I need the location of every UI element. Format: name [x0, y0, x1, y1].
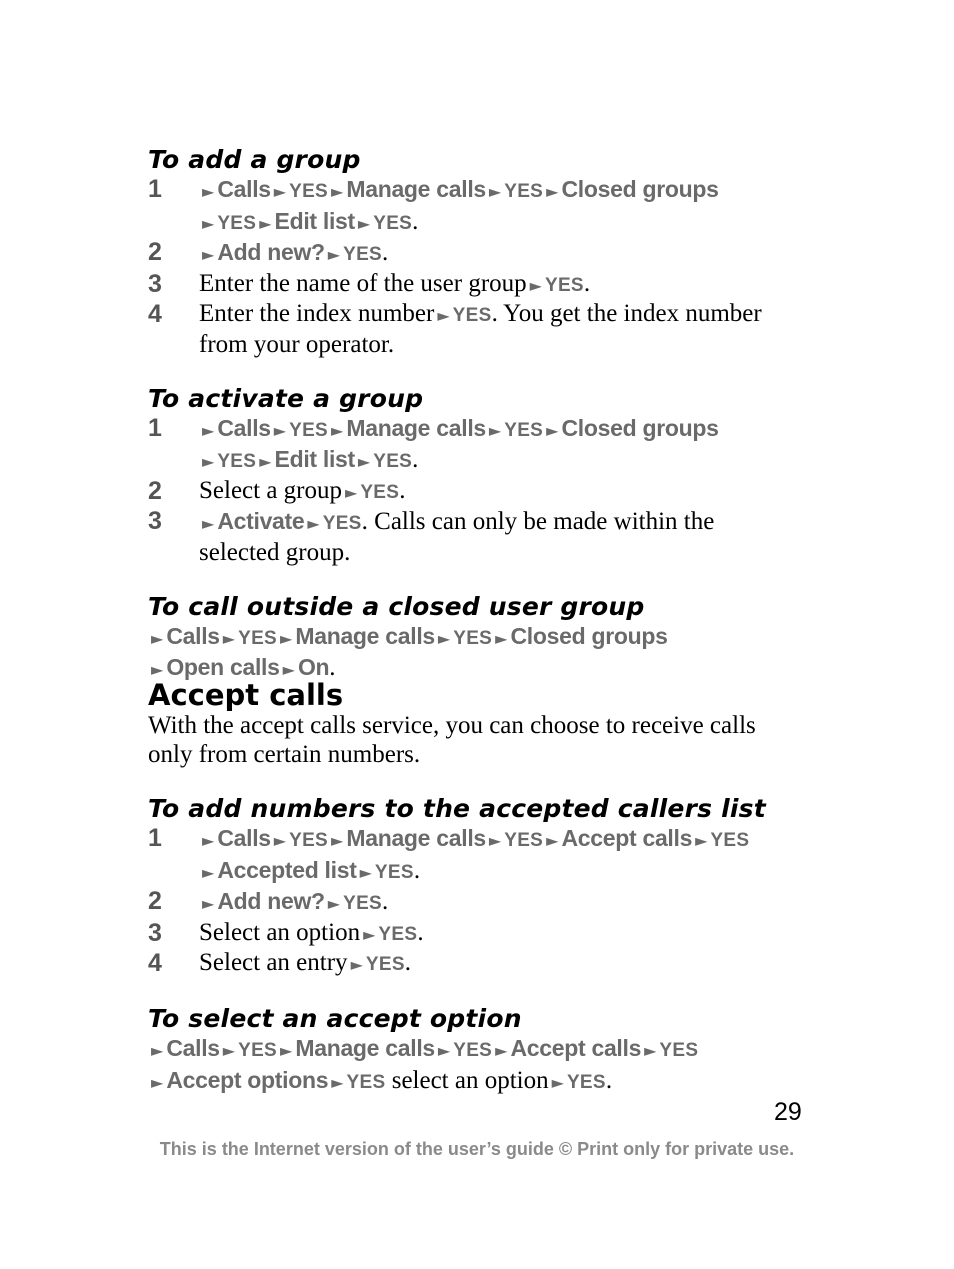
arrow-right-icon: ► [327, 894, 341, 914]
steps-list [148, 414, 828, 568]
accept-calls-intro [148, 712, 828, 769]
menu-item-label: Closed groups [510, 622, 668, 649]
arrow-right-icon: ► [222, 628, 236, 648]
step-line [199, 331, 828, 360]
yes-key-label: YES [504, 181, 544, 202]
instruction-text: . [329, 654, 336, 682]
arrow-right-icon: ► [151, 1072, 164, 1092]
yes-key-label: YES [289, 830, 329, 851]
arrow-right-icon: ► [151, 628, 164, 648]
arrow-right-icon: ► [202, 182, 215, 201]
section-heading: To call outside a closed user group [148, 591, 645, 621]
menu-item-label: Edit list [274, 207, 355, 234]
arrow-right-icon: ► [202, 514, 215, 534]
step-line [199, 507, 828, 539]
step-item [148, 887, 828, 919]
yes-key-label: YES [289, 181, 329, 202]
arrow-right-icon: ► [350, 955, 363, 975]
step-number: 2 [148, 476, 162, 505]
menu-item-label: Add new? [217, 888, 325, 915]
step-text [199, 238, 828, 270]
menu-item-label: Accept calls [510, 1034, 642, 1061]
menu-item-label: Manage calls [346, 414, 486, 441]
arrow-right-icon: ► [488, 182, 502, 201]
step-number: 3 [148, 269, 162, 298]
step-number: 2 [148, 238, 162, 267]
arrow-right-icon: ► [327, 245, 341, 265]
instruction-section [148, 592, 828, 685]
step-item [148, 270, 828, 301]
step-line [199, 414, 828, 446]
accept-calls-block [148, 678, 828, 769]
menu-item-label: Manage calls [346, 176, 486, 202]
yes-key-label: YES [544, 274, 584, 296]
step-line [199, 477, 828, 508]
step-number: 4 [148, 300, 162, 329]
instruction-text: from your operator. [199, 330, 395, 358]
instruction-section [148, 1004, 828, 1097]
instruction-text: Select an entry [199, 949, 348, 977]
menu-path-line [148, 1034, 828, 1066]
arrow-right-icon: ► [695, 831, 708, 850]
arrow-right-icon: ► [202, 831, 215, 850]
yes-key-label: YES [346, 1071, 386, 1093]
steps-list [148, 824, 828, 980]
step-line [199, 856, 828, 888]
arrow-right-icon: ► [345, 482, 358, 502]
step-text [199, 414, 828, 477]
section-heading: To activate a group [148, 383, 424, 413]
arrow-right-icon: ► [202, 245, 215, 265]
step-line [199, 949, 828, 980]
yes-key-label: YES [238, 627, 278, 649]
arrow-right-icon: ► [280, 628, 293, 648]
accepted-callers-block [148, 794, 828, 1097]
menu-item-label: Calls [217, 825, 271, 851]
step-number: 1 [148, 175, 162, 203]
arrow-right-icon: ► [495, 1040, 508, 1060]
arrow-right-icon: ► [259, 452, 272, 472]
arrow-right-icon: ► [202, 213, 215, 233]
step-line [199, 207, 828, 239]
yes-key-label: YES [378, 923, 418, 945]
menu-item-label: Activate [217, 508, 305, 535]
arrow-right-icon: ► [202, 452, 215, 472]
step-text [199, 887, 828, 919]
arrow-right-icon: ► [331, 831, 344, 850]
instruction-text: . [412, 207, 419, 235]
section-heading: To add numbers to the accepted callers list [148, 794, 766, 823]
arrow-right-icon: ► [644, 1040, 657, 1060]
menu-item-label: On [297, 654, 330, 681]
arrow-right-icon: ► [151, 660, 164, 680]
arrow-right-icon: ► [551, 1072, 564, 1092]
arrow-right-icon: ► [331, 1072, 344, 1092]
menu-item-label: Add new? [217, 239, 325, 266]
footer-note: This is the Internet version of the user’s guide © Print only for private use. [159, 1139, 795, 1159]
arrow-right-icon: ► [488, 831, 502, 850]
arrow-right-icon: ► [259, 213, 272, 233]
step-line [199, 887, 828, 919]
step-line [199, 824, 828, 856]
arrow-right-icon: ► [202, 894, 215, 914]
instruction-text: Enter the name of the user group [199, 269, 527, 297]
menu-item-label: Calls [217, 176, 271, 202]
step-number: 3 [148, 918, 162, 947]
arrow-right-icon: ► [357, 213, 371, 233]
arrow-right-icon: ► [546, 182, 559, 201]
instruction-text: . [404, 949, 412, 977]
menu-item-label: Open calls [166, 654, 280, 681]
arrow-right-icon: ► [331, 182, 344, 201]
yes-key-label: YES [504, 830, 544, 851]
yes-key-label: YES [566, 1071, 606, 1093]
arrow-right-icon: ► [273, 831, 287, 850]
arrow-right-icon: ► [273, 420, 287, 440]
arrow-right-icon: ► [546, 831, 559, 850]
page-number: 29 [774, 1098, 802, 1126]
step-item [148, 238, 828, 270]
arrow-right-icon: ► [282, 660, 295, 680]
accept-calls-title: Accept calls [148, 678, 344, 712]
yes-key-label: YES [289, 419, 329, 441]
arrow-right-icon: ► [546, 420, 559, 440]
step-text [199, 270, 828, 301]
instruction-text: Select an option [199, 918, 361, 946]
step-item [148, 919, 828, 950]
arrow-right-icon: ► [437, 1040, 451, 1060]
yes-key-label: YES [343, 893, 383, 915]
instruction-text: . [412, 446, 419, 474]
arrow-right-icon: ► [437, 306, 450, 326]
step-number: 2 [148, 887, 162, 916]
step-text [199, 300, 828, 359]
step-number: 1 [148, 824, 162, 852]
step-text [199, 919, 828, 950]
step-line [199, 539, 828, 568]
step-text [199, 507, 828, 567]
instruction-text: . [413, 856, 421, 884]
instruction-text: . [382, 888, 389, 916]
arrow-right-icon: ► [357, 452, 371, 472]
instruction-text: . [382, 239, 389, 267]
step-text [199, 824, 828, 887]
instruction-text: selected group. [199, 538, 351, 566]
yes-key-label: YES [217, 451, 257, 473]
step-line [199, 175, 828, 207]
step-number: 3 [148, 507, 162, 536]
arrow-right-icon: ► [202, 420, 215, 440]
arrow-right-icon: ► [331, 420, 344, 440]
instruction-text: Enter the index number [199, 300, 435, 328]
arrow-right-icon: ► [151, 1040, 164, 1060]
menu-item-label: Manage calls [295, 1034, 435, 1061]
step-item [148, 824, 828, 887]
yes-key-label: YES [373, 212, 413, 234]
instruction-text: . [417, 918, 424, 946]
menu-item-label: Calls [166, 622, 220, 649]
instruction-section [148, 145, 828, 360]
step-item [148, 507, 828, 567]
step-item [148, 477, 828, 508]
yes-key-label: YES [360, 481, 400, 503]
step-text [199, 949, 828, 980]
menu-path-line [148, 622, 828, 654]
section-heading: To select an accept option [148, 1003, 522, 1033]
step-item [148, 175, 828, 238]
yes-key-label: YES [453, 627, 493, 649]
step-item [148, 300, 828, 359]
menu-item-label: Accept options [166, 1066, 329, 1093]
arrow-right-icon: ► [363, 924, 376, 944]
menu-item-label: Closed groups [561, 414, 719, 441]
instruction-section [148, 384, 828, 568]
arrow-right-icon: ► [437, 628, 451, 648]
step-line [199, 270, 828, 301]
arrow-right-icon: ► [359, 862, 372, 882]
instruction-text: . [605, 1066, 613, 1094]
yes-key-label: YES [452, 305, 492, 327]
yes-key-label: YES [374, 861, 414, 883]
arrow-right-icon: ► [222, 1040, 236, 1060]
section-heading: To add a group [148, 145, 361, 174]
step-line [199, 445, 828, 477]
yes-key-label: YES [659, 1039, 699, 1061]
step-item [148, 949, 828, 980]
menu-item-label: Manage calls [295, 622, 435, 649]
menu-item-label: Edit list [274, 446, 355, 473]
yes-key-label: YES [238, 1039, 278, 1061]
arrow-right-icon: ► [273, 182, 287, 201]
menu-item-label: Accepted list [217, 856, 357, 883]
step-line [199, 238, 828, 270]
step-item [148, 414, 828, 477]
intro-line: With the accept calls service, you can choose to receive calls [148, 712, 756, 739]
instruction-text: Select a group [199, 476, 343, 504]
menu-item-label: Calls [166, 1034, 220, 1061]
arrow-right-icon: ► [529, 275, 542, 295]
arrow-right-icon: ► [307, 514, 320, 534]
step-line [199, 919, 828, 950]
step-text [199, 477, 828, 508]
arrow-right-icon: ► [495, 628, 508, 648]
menu-item-label: Calls [217, 414, 271, 441]
menu-path-line [148, 1066, 828, 1098]
steps-list [148, 175, 828, 360]
instruction-text: . [399, 476, 406, 504]
step-text [199, 175, 828, 238]
yes-key-label: YES [365, 954, 405, 976]
step-number: 4 [148, 949, 162, 978]
intro-line: only from certain numbers. [148, 740, 421, 768]
step-number: 1 [148, 413, 162, 442]
yes-key-label: YES [322, 513, 362, 535]
yes-key-label: YES [373, 451, 413, 473]
menu-item-label: Closed groups [561, 176, 719, 202]
instruction-text: select an option [385, 1066, 549, 1094]
menu-item-label: Accept calls [561, 825, 693, 851]
menu-item-label: Manage calls [346, 825, 486, 851]
instruction-section [148, 794, 828, 980]
instruction-text: . You get the index number [491, 300, 762, 328]
instruction-text: . [583, 269, 591, 297]
step-line [199, 300, 828, 331]
yes-key-label: YES [217, 212, 257, 234]
yes-key-label: YES [453, 1039, 493, 1061]
instruction-text: . Calls can only be made within the [361, 508, 715, 536]
yes-key-label: YES [710, 830, 750, 851]
arrow-right-icon: ► [280, 1040, 293, 1060]
yes-key-label: YES [343, 244, 383, 266]
closed-groups-block [148, 145, 828, 685]
yes-key-label: YES [504, 419, 544, 441]
arrow-right-icon: ► [488, 420, 502, 440]
arrow-right-icon: ► [202, 862, 215, 882]
